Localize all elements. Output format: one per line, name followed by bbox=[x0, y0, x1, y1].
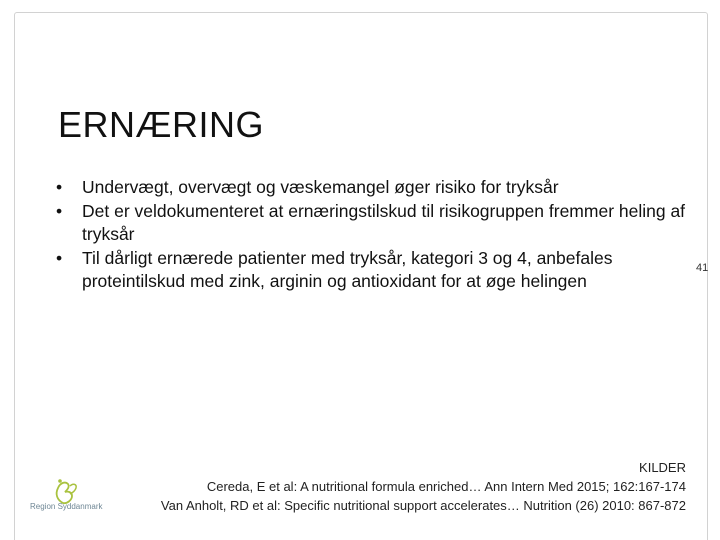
bullet-item bbox=[56, 200, 696, 247]
bullet-text: Det er veldokumenteret at ernæringstilskud til risikogruppen fremmer heling af tryksår bbox=[82, 200, 686, 244]
sources-block bbox=[126, 458, 686, 515]
bullet-list bbox=[56, 176, 696, 294]
region-syddanmark-logo bbox=[30, 476, 130, 516]
bullet-marker: • bbox=[56, 247, 63, 268]
bullet-item bbox=[56, 247, 696, 294]
bullet-marker: • bbox=[56, 177, 63, 197]
bullet-marker: • bbox=[56, 200, 63, 221]
source-citation: Cereda, E et al: A nutritional formula enriched… Ann Intern Med 2015; 162:167-174 bbox=[206, 479, 686, 494]
source-citation: Van Anholt, RD et al: Specific nutritional support accelerates… Nutrition (26) 2010: 867-872 bbox=[160, 498, 686, 513]
page-number: 41 bbox=[696, 262, 709, 274]
bullet-item bbox=[56, 176, 696, 200]
slide-title: ERNÆRING bbox=[58, 104, 265, 145]
bullet-text: Til dårligt ernærede patienter med tryksår, kategori 3 og 4, anbefales proteintilskud med zink, arginin og antioxidant for at øge helingen bbox=[82, 247, 613, 291]
sources-heading: KILDER bbox=[639, 460, 686, 475]
logo-text: Region Syddanmark bbox=[30, 502, 103, 511]
bullet-text: Undervægt, overvægt og væskemangel øger risiko for tryksår bbox=[82, 177, 559, 197]
